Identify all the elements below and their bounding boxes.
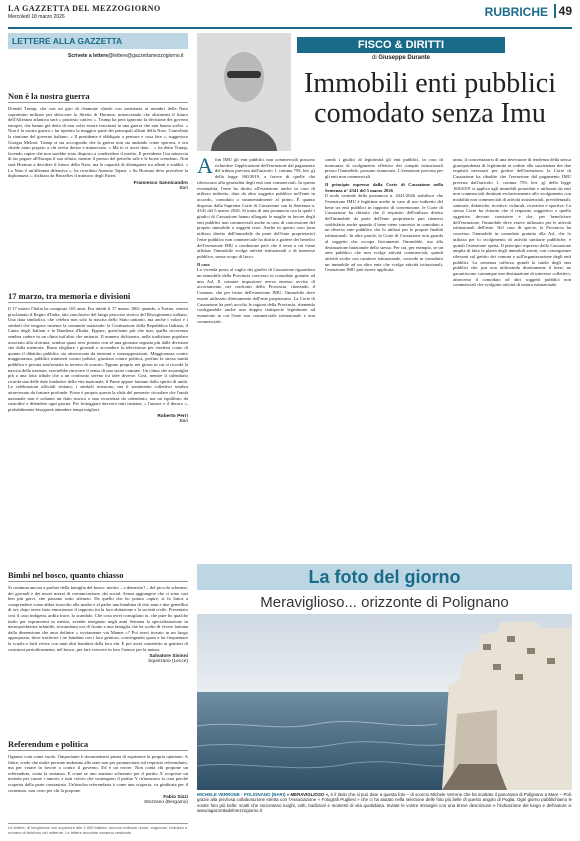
signature-name: Salvatore Sisinni [149, 654, 188, 660]
photo-of-the-day [197, 564, 572, 836]
letter-4 [8, 739, 188, 805]
letter-body: Donald Trump, che con un giro di chiamate chiede con insistenza ai membri della Nato soprattutto militare per sbloccare lo Stretto di Hormuz, minacciando che altrimenti il futuro dell'Alleanza atlantica sarà « piuttosto cattivo ». Trump ha però ignorato la decisione dei governi europei, che hanno già detto di non voler essere trascinati in una guerra che non hanno scelto. « Non è la nostra guerra » ha ripetuto la maggior parte dei principali alleati della Nato. Cancellata la riunione del governo italiano. « Il presidente è obbligato a pensare e cosa fare », suggerisce Giorgia Meloni. Trump si sta accorgendo che la guerra non sta andando come sperava, e ora chiede aiuto proprio a chi aveva deriso e minacciato. « Ma io ci avrei dato… » ha detto Trump, facendo capire che non sarebbe stato disposto a condividere il merito. Il presidente Usa minaccia di far pagare all'Europa il suo rifiuto, mentre il prezzo del petrolio sale e le borse scendono. Non sarà Hormuz a decidere il futuro della Nato, ma la capacità di distinguere tra alleati e sudditi. « La Nato è un'alleanza difensiva », ha ricordato Antonio Tajani. « Su Hormuz deve prevalere la diplomazia », dichiara da Bruxelles il ministro degli Esteri. [8, 106, 188, 179]
photo-credit: MICHELE VERRONE - POLIGNANO (BARI) [197, 792, 286, 797]
letter-title: 17 marzo, tra memoria e divisioni [8, 291, 188, 303]
author-name: Giuseppe Durante [378, 55, 431, 61]
col1-subhead: Il caso [197, 261, 210, 267]
article-body [197, 153, 572, 559]
article-column-3 [453, 157, 571, 288]
article-column-2 [325, 157, 443, 273]
col2b-text: Il nodo centrale della pronuncia n. 4341/2026 stabilisce che l'esenzione IMU è legittima anche in caso di uso indiretto del bene tra enti pubblici in rapporto di convenzione, le Corte di Cassazione ha chiarito che il requisito dell'utilizzo diretto dell'immobile da parte dell'ente proprietario può ritenersi soddisfatto anche quando il bene viene concesso in comodato a un diverso ente pubblico che lo utilizzi per le proprie finalità istituzionali. In altre parole, la Corte di Cassazione non guarda al soggetto che occupa fisicamente l'immobile, ma alla destinazione funzionale dello stesso. Per cui, per esempio, se un ente pubblico che non svolge attività commerciali, quindi attività svolte con carattere istituzionale, concede in comodato un immobile ad un altro ente che svolge attività istituzionali, l'esenzione IMU può essere applicata. [325, 193, 443, 273]
col2-text: cando i giudici di legittimità gli enti pubblici, in caso di mancanza di svolgimento effettivo dei compiti istituzionali presso l'immobile, possono esonerarsi. L'esenzione prevista per gli enti non commerciali. [325, 157, 443, 180]
letter-signature [8, 414, 188, 424]
letters-band: LETTERE ALLA GAZZETTA [8, 33, 188, 49]
col1-text: fini IMU gli enti pubblici non commerciali possono richiedere l'applicazione dell'esenzione dal pagamento del tributo prevista dall'articolo 1, comma 759, lett. g) della legge 160/2019, a favore di quelle che riferiscono alla generalità degli enti non commerciali. In questa eventualità, l'ente ha diritto all'esenzione anche in caso di utilizzo indiretto, dato da altro soggetto pubblico nell'ente in accordo, comodato o strumentalmente al primo. È quanto disposto dalla Suprema Corte di Cassazione con la Sentenza n. 4341 del 5 marzo 2026. Si tratta di una pronuncia con la quale i giudici di Cassazione hanno allargato le maglie in favore degli enti pubblici non commerciali anche in caso di concessione del proprio immobile a soggetti terzi. Anche in questo caso (non utilizzo diretto dell'immobile da parte dell'ente proprietario) l'ente pubblico non commerciale ha diritto a godere dei benefici dell'esenzione IMU a condizione però che il terzo a cui viene affidato l'immobile svolga attività istituzionali o di interesse pubblico, senza scopo di lucro. [197, 157, 315, 259]
col1b-text: La vicenda posta al vaglio dei giudici di Cassazione riguardava un immobile della Provincia concesso in comodato gratuito ad una Asl. Il comune impositore aveva emesso avviso di accertamento nei confronti della Provincia, ritenendo il Comune, che per fruire dell'esenzione IMU, l'immobile deve essere utilizzato direttamente dall'ente proprietario. La Corte di Cassazione ha però accolto le ragioni della Provincia, ritenendo configurabile anche una doppia fattispecie legittimato ad esenzione in cui l'ente non commerciale istituzionale e non commerciale. [197, 267, 315, 324]
letter-signature [8, 181, 188, 191]
col2-subhead: Il principio espresso dalla Corte di Cassazione nella Sentenza n° 4341 del 5 marzo 2026 [325, 181, 443, 193]
page-header [8, 4, 572, 26]
headline-line-1: Immobili enti pubblici [304, 68, 556, 99]
signature-place: Squinzano (Lecce) [148, 659, 188, 665]
col3-text: tanto, il concretizzarsi di una inversione di tendenza della stessa giurisprudenza di legittimità in ordine alla sussistenza dei due requisiti necessari per godere dell'esenzione, la Corte di Cassazione ha ribadito che l'esenzione dal pagamento IMU prevista dall'articolo 1, comma 759, lett. g) della legge 160/2019 si applica agli immobili posseduti e utilizzati da enti non commerciali destinati esclusivamente allo svolgimento con modalità non commerciali di attività assistenziali, previdenziali, sanitarie, didattiche, ricettive, culturali, ricreative e sportive. La stessa Corte ha chiarito che il requisito soggettivo e quello oggettivo devono coesistere e che, per beneficiare dell'esenzione, l'immobile deve essere utilizzato per le attività istituzionali dell'ente. Nel caso di specie, la Provincia ha concesso l'immobile in comodato gratuito alla Asl, che lo utilizza per lo svolgimento di attività sanitarie pubbliche, e quindi l'esenzione spetta. Il principio espresso dalla Cassazione amplia di fatto la platea degli immobili esenti, con conseguenze rilevanti sul gettito dei comuni e sull'organizzazione degli enti pubblici. La sentenza rafforza quindi la tutela degli enti pubblici che, pur non utilizzando direttamente il bene, ne garantiscono comunque una destinazione di interesse collettivo, attraverso il comodato ad altri soggetti pubblici non commerciali che svolgono attività di natura istituzionale. [453, 157, 571, 288]
signature-name: Fabio Sizzi [163, 795, 188, 801]
byline [297, 55, 505, 61]
letter-title: Bimbi nel bosco, quanto chiasso [8, 570, 188, 582]
signature-name: Roberto Perri [157, 414, 188, 420]
section-name: RUBRICHE [484, 5, 548, 19]
letters-column [8, 33, 188, 833]
photo-subtitle: Meraviglioso... orizzonte di Polignano [260, 594, 509, 611]
polignano-photo [197, 614, 572, 790]
letter-body: Ognuno vota come vuole, l'importante è documentarsi prima di esprimere la propria opinione. A finire, credo che molte persone andranno alle urne non per pronunciarsi sul requisito referendario, ma per votare in favore o contro il governo. Ed è un errore. Non conta chi propone un referendum, conta la sostanza. E come se uno anziano scherzato per il partito X scoprisse un metodo per curare i tumori, e tutti coloro che sostengono il partito Y rifiutassero la cura perché scoperta dalla parte contrastata. Un'insulsa referendaria è come una scoperta, va giudicata per il contenuto, non certo per chi la propone. [8, 754, 188, 793]
seascape-photo-icon [197, 614, 572, 790]
drop-cap: A [197, 153, 213, 178]
letter-title: Non è la nostra guerra [8, 91, 188, 103]
signature-name: Francesco Sannicandro [133, 180, 188, 186]
column-banner: FISCO & DIRITTI [297, 37, 505, 53]
byline-prefix: di [371, 55, 377, 61]
write-label: Scrivete a lettere [68, 53, 109, 59]
author-photo-icon [197, 33, 291, 151]
fisco-diritti-article [197, 33, 572, 561]
masthead: LA GAZZETTA DEL MEZZOGIORNO [8, 4, 161, 13]
letter-signature [8, 654, 188, 664]
letter-signature [8, 795, 188, 805]
write-to-line [68, 53, 188, 59]
header-rule [8, 27, 572, 29]
photo-caption-text: è il titolo che si può dare a questa foto – di scorcio Michele Verrone che ha scattato il panorama di Polignano a Mare – Poli: grazie alla preziosa collaborazione stretta con l'Associazione « Fotografi Pugliesi » che ci ha aiutato nella selezione delle foto più belle di questo angolo di Puglia. Ogni giorno pubblichiamo le vostre foto più belle: scatti che raccontano luoghi, volti, tradizioni e momenti di vita quotidiana. Inviate le vostre immagini con una breve descrizione e l'indicazione del luogo e dell'autore a: www.lagazzettadelmezzogiorno.it [197, 792, 572, 814]
letter-body: Il 17 marzo l'Italia ha compiuto 165 anni. Era infatti il 17 marzo 1861 quando, a Torino, veniva proclamato il Regno d'Italia, atto conclusivo del lungo percorso storico del Risorgimento italiano. Una data simbolica, che celebra non solo la nascita dello Stato unitario, ma anche i valori e i simboli che tengono insieme la comunità nazionale: la Costituzione della Repubblica Italiana, il Canto degli Italiani e la Bandiera d'Italia. Eppure, quest'anno più che mai, quella ricorrenza sembra cadere in un clima tutt'altro che unitario. Il numero dichiarato, nella tradizione popolare associato alla sfortuna, sembra quasi aver portato con sé una giornata segnata più dalle divisioni che dalla memoria. Basta sfogliare i giornali o accendere la televisione per rendersi conto di quanto il dibattito pubblico sia attraversato da tensioni e contrapposizioni. Maggioranza contro maggioranza, pubblici ministeri contro politici, giustizia contro politica, perfino la stessa sanità pubblica e privata trasformata in terreno di scontro. Eppure proprio nei giorni in cui si ricorda la nascita della nazione, servirebbe ritrovare il senso di una storia comune. Un clima che assomiglia più a una lotta tribale che a un confronto sereno tra idee diverse. Così, mentre il calendario ricorda una delle date fondative della vita nazionale, il Paese appare lontano dallo spirito di unità. Le celebrazioni ufficiali restano, i simboli resistono, ma il sentimento collettivo sembra attraversato da fratture profonde. Forse è proprio questa la sfida del presente: ricordare che l'unità nazionale non è soltanto un fatto storico o una ricorrenza da calendario, ma un equilibrio da custodire e difendere ogni giorno. Per festeggiare davvero tutti insieme, « l'amore e il decoro », probabilmente bisognerà attendere tempi migliori. [8, 306, 188, 412]
letter-title: Referendum e politica [8, 739, 188, 751]
author-portrait [197, 33, 291, 151]
letter-body: Si continua ancora a parlare della famiglia del bosco: merito – o demerito? – del piccolo schermo, dei giornali e dei nuovi mezzi di comunicazione, dei social. Senza aggiungere che ci sono casi ben più gravi, che passano sotto silenzio. Da quello che ho potuto capire, si fa fatica a comprendere come abbia stravolto alla madre e al padre una bambina di otto anni e due gemellini di sei, dopo avere fatto emozionare il rapporto tra la loro abitazione e la società civile. Presentato così il caso indigena, ardita truce, lo scandalo. Che cosa avrei consigliato io, che pure ho qualche titolo per esprimermi in merito, avendo insegnato negli anni Settanta la specializzazione in neuropsichiatria infantile, trovandomi ora di fronte a una famiglia che ha scelto di vivere lontana dalla dimensione che ama definire « ovviamente via Manne »? Poi avrei trovato in un luogo appropriato, dove trasferire i tre bambini con i loro genitori, costringendo quasi a far frequentare la scuola e farli vivere con tanti altri bambini della loro età. E poi avrei consentito ai genitori di costruirsi periodicamente, nel bosco, per fare crescere in loro l'amore per la natura. [8, 585, 188, 652]
letter-1 [8, 91, 188, 191]
letter-3 [8, 570, 188, 664]
write-email[interactable]: @lettere@gazzettamezzogiorno.it [108, 53, 184, 59]
letter-2 [8, 291, 188, 424]
signature-place: Stezzano (Bergamo) [144, 800, 188, 806]
article-headline [285, 69, 575, 129]
issue-date: Mercoledì 18 marzo 2026 [8, 14, 65, 20]
headline-line-2: comodato senza Imu [314, 98, 546, 129]
signature-place: Bari [179, 419, 188, 425]
photo-caption-title: « MERAVIGLIOSO », [286, 792, 330, 797]
signature-place: Bari [179, 185, 188, 191]
photo-section-title: La foto del giorno [197, 564, 572, 590]
page-number: 49 [554, 4, 572, 18]
article-column-1 [197, 153, 315, 324]
letters-footnote: Le lettere, di lunghezza non superiore alle 1.000 battute, devono indicare nome, cognome, indirizzo e numero di telefono del mittente. Le lettere anonime saranno cestinate. [8, 825, 188, 835]
photo-caption [197, 792, 572, 814]
